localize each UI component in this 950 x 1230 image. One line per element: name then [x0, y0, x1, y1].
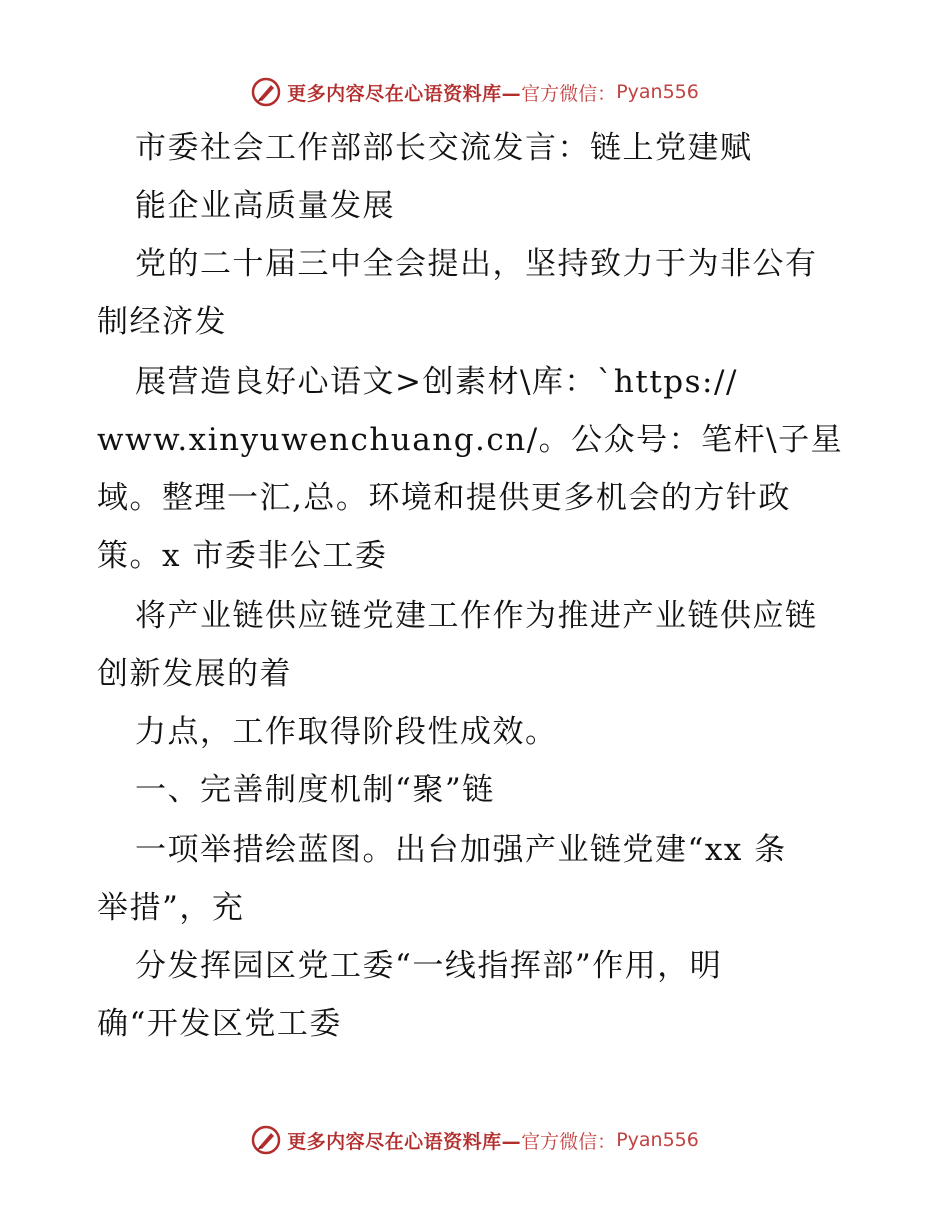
- footer-banner: [0, 1120, 950, 1160]
- doc-title-line-1: 市委社会工作部部长交流发言：链上党建赋: [135, 130, 753, 166]
- banner-text: 更多内容尽在心语资料库—: [287, 82, 522, 105]
- paragraph-line: 域。整理一汇,总。环境和提供更多机会的方针政: [97, 480, 791, 516]
- paragraph-line: www.xinyuwenchuang.cn/。公众号：笔杆\子星: [97, 422, 844, 458]
- wechat-label: 官方微信：: [521, 1130, 617, 1153]
- doc-title-line-2: 能企业高质量发展: [135, 188, 395, 224]
- pen-logo-icon: [251, 77, 281, 107]
- banner-text: 更多内容尽在心语资料库—: [287, 1130, 522, 1153]
- paragraph-line: 创新发展的着: [97, 656, 292, 692]
- wechat-id: Pyan556: [616, 1129, 699, 1151]
- paragraph-line: 力点，工作取得阶段性成效。: [135, 714, 558, 750]
- wechat-label: 官方微信：: [521, 82, 617, 105]
- paragraph-line: 一项举措绘蓝图。出台加强产业链党建“xx 条: [135, 832, 787, 868]
- paragraph-line: 策。x 市委非公工委: [97, 538, 388, 574]
- paragraph-line: 制经济发: [97, 304, 227, 340]
- section-heading: 一、完善制度机制“聚”链: [135, 772, 495, 808]
- paragraph-line: 将产业链供应链党建工作作为推进产业链供应链: [135, 598, 818, 634]
- paragraph-line: 举措”，充: [97, 890, 245, 926]
- paragraph-line: 党的二十届三中全会提出，坚持致力于为非公有: [135, 246, 818, 282]
- paragraph-line: 确“开发区党工委: [97, 1006, 342, 1042]
- paragraph-line: 展营造良好心语文>创素材\库：`https://: [135, 364, 738, 400]
- paragraph-line: 分发挥园区党工委“一线指挥部”作用，明: [135, 948, 723, 984]
- wechat-id: Pyan556: [616, 81, 699, 103]
- header-banner: [0, 72, 950, 112]
- pen-logo-icon: [251, 1125, 281, 1155]
